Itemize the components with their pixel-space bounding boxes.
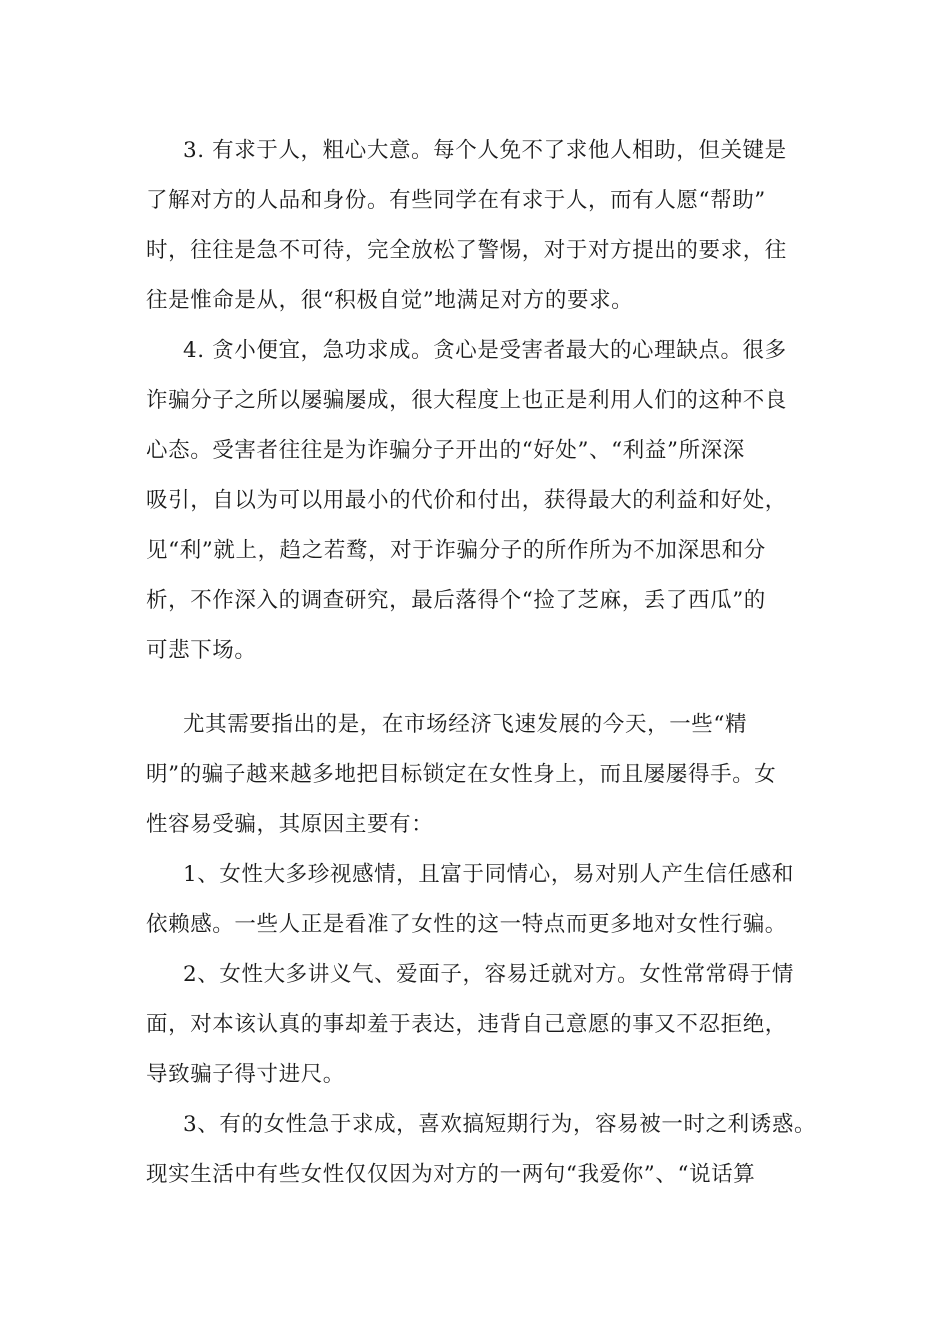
item-2-line-3: 导致骗子得寸进尺。 xyxy=(146,1062,345,1087)
para-3-line-3: 时，往往是急不可待，完全放松了警惕，对于对方提出的要求，往 xyxy=(146,238,787,263)
item-3-line-1: 3、有的女性急于求成，喜欢搞短期行为，容易被一时之利诱惑。 xyxy=(183,1112,817,1137)
para-4-line-7: 可悲下场。 xyxy=(146,638,257,663)
para-3-line-1: 3. 有求于人，粗心大意。每个人免不了求他人相助，但关键是 xyxy=(183,138,787,163)
para-4-line-1: 4. 贪小便宜，急功求成。贪心是受害者最大的心理缺点。很多 xyxy=(183,338,787,363)
para-4-line-4: 吸引，自以为可以用最小的代价和付出，获得最大的利益和好处， xyxy=(146,488,787,513)
item-3-line-2: 现实生活中有些女性仅仅因为对方的一两句“我爱你”、“说话算 xyxy=(146,1162,756,1187)
para-women-line-1: 尤其需要指出的是，在市场经济飞速发展的今天，一些“精 xyxy=(183,712,748,737)
item-2-line-1: 2、女性大多讲义气、爱面子，容易迁就对方。女性常常碍于情 xyxy=(183,962,794,987)
para-3-line-2: 了解对方的人品和身份。有些同学在有求于人，而有人愿“帮助” xyxy=(146,188,766,213)
item-1-line-2: 依赖感。一些人正是看准了女性的这一特点而更多地对女性行骗。 xyxy=(146,912,787,937)
para-4-line-3: 心态。受害者往往是为诈骗分子开出的“好处”、“利益”所深深 xyxy=(146,438,745,463)
para-4-line-5: 见“利”就上，趋之若鹜，对于诈骗分子的所作所为不加深思和分 xyxy=(146,538,766,563)
item-1-line-1: 1、女性大多珍视感情，且富于同情心，易对别人产生信任感和 xyxy=(183,862,794,887)
para-women-line-3: 性容易受骗，其原因主要有： xyxy=(146,812,434,837)
para-women-line-2: 明”的骗子越来越多地把目标锁定在女性身上，而且屡屡得手。女 xyxy=(146,762,777,787)
para-4-line-6: 析，不作深入的调查研究，最后落得个“捡了芝麻，丢了西瓜”的 xyxy=(146,588,766,613)
item-2-line-2: 面，对本该认真的事却羞于表达，违背自己意愿的事又不忍拒绝， xyxy=(146,1012,787,1037)
para-4-line-2: 诈骗分子之所以屡骗屡成，很大程度上也正是利用人们的这种不良 xyxy=(146,388,787,413)
para-3-line-4: 往是惟命是从，很“积极自觉”地满足对方的要求。 xyxy=(146,288,634,313)
